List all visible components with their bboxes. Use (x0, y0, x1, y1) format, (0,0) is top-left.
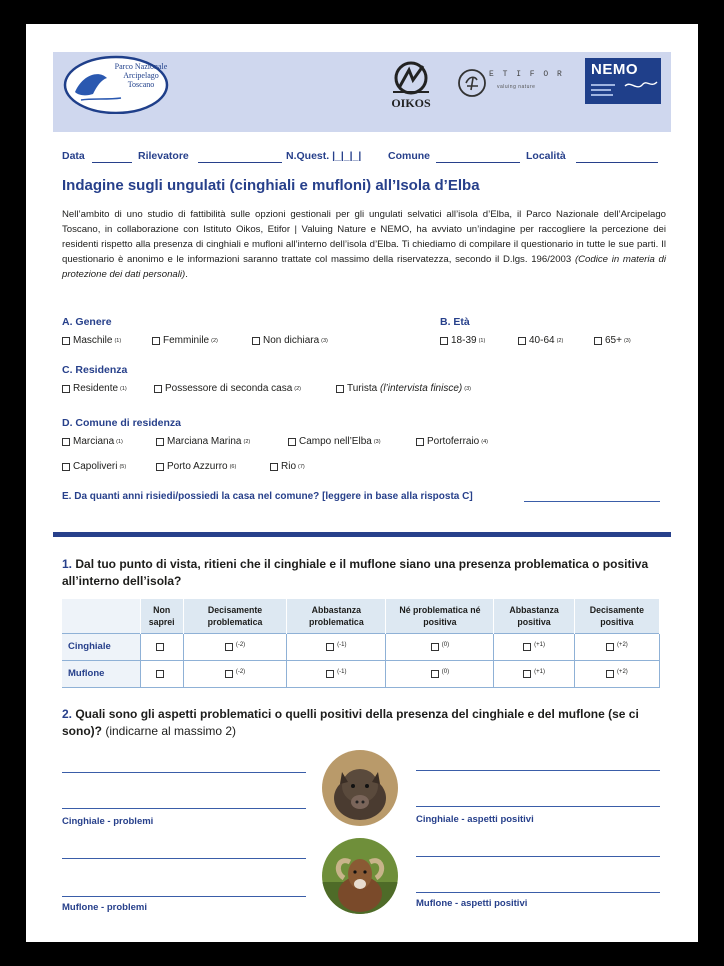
etifor-tagline: valuing nature (497, 84, 536, 90)
nemo-logo (585, 58, 661, 104)
option-label: Possessore di seconda casa (165, 383, 293, 394)
option-label: Rio (281, 461, 297, 472)
score-code: (+1) (534, 668, 545, 675)
option-code: (4) (481, 438, 488, 445)
checkbox[interactable] (416, 438, 424, 446)
checkbox[interactable] (152, 337, 160, 345)
option-label: Portoferraio (427, 436, 480, 447)
field-localita-label: Località (526, 150, 566, 162)
col-header: Decisamente problematica (183, 599, 286, 633)
col-header: Decisamente positiva (574, 599, 659, 633)
question-2-number: 2. (62, 707, 73, 721)
label-muflone-positivi: Muflone - aspetti positivi (416, 898, 528, 909)
option-label: Porto Azzurro (167, 461, 228, 472)
col-header: Non saprei (140, 599, 183, 633)
checkbox[interactable] (62, 438, 70, 446)
intro-paragraph (62, 207, 666, 282)
mouflon-icon (322, 838, 398, 914)
option-label: Marciana Marina (167, 436, 242, 447)
option-code: (1) (116, 438, 123, 445)
table-header-row (62, 599, 660, 633)
question-1-table (62, 599, 660, 688)
checkbox[interactable] (326, 670, 334, 678)
etifor-logo (457, 66, 569, 102)
checkbox[interactable] (288, 438, 296, 446)
option-marciana-marina[interactable] (156, 436, 250, 447)
label-cinghiale-problemi: Cinghiale - problemi (62, 816, 154, 827)
cell-score[interactable] (574, 660, 659, 687)
nemo-wave-icon (585, 58, 661, 104)
table-row (62, 633, 660, 660)
question-1-text: Dal tuo punto di vista, ritieni che il cinghiale e il muflone siano una presenza problematica o positiva all’interno dell’isola? (62, 557, 649, 588)
option-seconda-casa[interactable] (154, 383, 301, 394)
col-header: Abbastanza positiva (494, 599, 574, 633)
checkbox[interactable] (62, 337, 70, 345)
header-logo-band (53, 52, 671, 132)
table-corner (62, 599, 140, 633)
option-40-64[interactable] (518, 335, 563, 346)
checkbox[interactable] (225, 670, 233, 678)
option-femminile[interactable] (152, 335, 218, 346)
section-e-answer-line[interactable] (524, 501, 660, 502)
checkbox[interactable] (252, 337, 260, 345)
option-code: (3) (464, 385, 471, 392)
intro-text: Nell’ambito di uno studio di fattibilità sulle opzioni gestionali per gli ungulati selvatici all’isola d’Elba, il Parco Nazionale dell’Arcipelago Toscano, in collaborazione con Istituto Oikos, Etifor | Valuing Nature e NEMO, ha avviato un’indagine per raccogliere la percezione dei residenti rispetto alla presenza di cinghiali e mufloni all’interno dell’isola d’Elba. Ti chiediamo di compilare il questionario in tutte le sue parti. Il questionario è anonimo e le informazioni saranno trattate col massimo della riservatezza, secondo il D.lgs. 196/2003 (62, 209, 666, 265)
option-marciana[interactable] (62, 436, 123, 447)
checkbox[interactable] (225, 643, 233, 651)
label-muflone-problemi: Muflone - problemi (62, 902, 147, 913)
option-code: (1) (120, 385, 127, 392)
section-divider (53, 532, 671, 537)
option-label: 65+ (605, 335, 622, 346)
option-code: (2) (243, 438, 251, 445)
label-cinghiale-positivi: Cinghiale - aspetti positivi (416, 814, 534, 825)
checkbox[interactable] (606, 670, 614, 678)
cell-score[interactable] (386, 660, 494, 687)
oikos-logo (379, 58, 443, 112)
cell-non-saprei[interactable] (140, 660, 183, 687)
section-b-title: B. Età (440, 316, 470, 328)
option-turista[interactable] (336, 383, 471, 394)
option-label: Non dichiara (263, 335, 320, 346)
field-comune-input[interactable] (436, 162, 520, 163)
score-code: (0) (441, 641, 450, 648)
etifor-circle-icon (457, 68, 487, 98)
checkbox[interactable] (156, 438, 164, 446)
option-non-dichiara[interactable] (252, 335, 328, 346)
field-data-label: Data (62, 150, 85, 162)
checkbox[interactable] (523, 670, 531, 678)
answer-line-cinghiale-positivi-1[interactable] (416, 770, 660, 771)
checkbox[interactable] (156, 670, 164, 678)
section-d-title: D. Comune di residenza (62, 417, 182, 429)
checkbox[interactable] (154, 385, 162, 393)
option-code: (6) (229, 463, 237, 470)
question-1-title (62, 556, 662, 590)
option-porto-azzurro[interactable] (156, 461, 236, 472)
option-code: (3) (623, 337, 631, 344)
option-label: Turista (347, 383, 378, 394)
question-2-title (62, 706, 662, 740)
col-header: Né problematica né positiva (386, 599, 494, 633)
field-data-input[interactable] (92, 162, 132, 163)
option-note: (l’intervista finisce) (379, 383, 463, 394)
questionnaire-page (26, 24, 698, 942)
option-residente[interactable] (62, 383, 127, 394)
parco-logo-text: Parco Nazionale Arcipelago Toscano (114, 62, 168, 89)
cell-score[interactable] (183, 633, 286, 660)
option-code: (3) (373, 438, 381, 445)
option-label: Capoliveri (73, 461, 118, 472)
option-portoferraio[interactable] (416, 436, 488, 447)
score-code: (+2) (616, 668, 628, 675)
score-code: (+2) (616, 641, 628, 648)
checkbox[interactable] (156, 643, 164, 651)
checkbox[interactable] (62, 463, 70, 471)
question-2-hint: (indicarne al massimo 2) (102, 724, 237, 738)
wild-boar-icon (322, 750, 398, 826)
answer-line-cinghiale-problemi-2[interactable] (62, 808, 306, 809)
parco-nazionale-logo (63, 54, 169, 114)
option-label: Femminile (163, 335, 210, 346)
intro-note: (Codice in materia di protezione dei dati personali) (62, 254, 667, 280)
oikos-logo-text: OIKOS (391, 96, 431, 110)
cell-score[interactable] (386, 633, 494, 660)
etifor-logo-text: E T I F O R (489, 70, 564, 79)
answer-line-muflone-problemi-2[interactable] (62, 896, 306, 897)
row-header-cinghiale: Cinghiale (62, 633, 140, 660)
score-code: (-1) (337, 668, 347, 675)
option-label: Campo nell’Elba (299, 436, 372, 447)
question-1-number: 1. (62, 557, 73, 571)
field-nquest-label[interactable]: N.Quest. |_|_|_| (286, 150, 362, 162)
col-header: Abbastanza problematica (287, 599, 386, 633)
checkbox[interactable] (606, 643, 614, 651)
answer-line-muflone-positivi-2[interactable] (416, 892, 660, 893)
section-e-title: E. Da quanti anni risiedi/possiedi la casa nel comune? [leggere in base alla risposta C] (62, 491, 473, 502)
option-label: Maschile (73, 335, 113, 346)
checkbox[interactable] (440, 337, 448, 345)
answer-line-cinghiale-problemi-1[interactable] (62, 772, 306, 773)
checkbox[interactable] (518, 337, 526, 345)
option-code: (7) (298, 463, 305, 470)
wild-boar-photo (322, 750, 398, 826)
option-label: Marciana (73, 436, 115, 447)
checkbox[interactable] (326, 643, 334, 651)
checkbox[interactable] (156, 463, 164, 471)
option-code: (2) (556, 337, 564, 344)
score-code: (-2) (235, 641, 246, 648)
checkbox[interactable] (594, 337, 602, 345)
field-localita-input[interactable] (576, 162, 658, 163)
field-comune-label: Comune (388, 150, 430, 162)
option-code: (5) (119, 463, 127, 470)
option-code: (2) (211, 337, 218, 344)
option-label: Residente (73, 383, 119, 394)
checkbox[interactable] (431, 670, 439, 678)
checkbox[interactable] (431, 643, 439, 651)
checkbox[interactable] (270, 463, 278, 471)
field-rilevatore-label: Rilevatore (138, 150, 189, 162)
score-code: (-2) (235, 668, 246, 675)
oikos-antelope-icon (379, 58, 443, 98)
cell-score[interactable] (494, 660, 574, 687)
mouflon-photo (322, 838, 398, 914)
option-maschile[interactable] (62, 335, 121, 346)
question-2-text: Quali sono gli aspetti problematici o quelli positivi della presenza del cinghiale e del muflone (se ci sono)? (62, 707, 639, 738)
score-code: (+1) (534, 641, 545, 648)
option-code: (1) (478, 337, 486, 344)
cell-score[interactable] (287, 633, 386, 660)
option-code: (2) (294, 385, 302, 392)
section-c-title: C. Residenza (62, 364, 128, 376)
answer-line-cinghiale-positivi-2[interactable] (416, 806, 660, 807)
checkbox[interactable] (62, 385, 70, 393)
nemo-logo-text: NEMO (591, 61, 638, 78)
option-campo-nell-elba[interactable] (288, 436, 381, 447)
survey-title: Indagine sugli ungulati (cinghiali e mufloni) all’Isola d’Elba (62, 177, 480, 194)
option-code: (3) (321, 337, 328, 344)
score-code: (0) (441, 668, 450, 675)
intro-end: . (185, 269, 188, 280)
option-rio[interactable] (270, 461, 305, 472)
option-18-39[interactable] (440, 335, 485, 346)
option-label: 18-39 (451, 335, 477, 346)
checkbox[interactable] (523, 643, 531, 651)
table-row (62, 660, 660, 687)
option-label: 40-64 (529, 335, 555, 346)
cell-non-saprei[interactable] (140, 633, 183, 660)
row-header-muflone: Muflone (62, 660, 140, 687)
checkbox[interactable] (336, 385, 344, 393)
answer-line-muflone-positivi-1[interactable] (416, 856, 660, 857)
survey-fields-row (62, 150, 672, 166)
cell-score[interactable] (287, 660, 386, 687)
cell-score[interactable] (574, 633, 659, 660)
score-code: (-1) (337, 641, 347, 648)
cell-score[interactable] (183, 660, 286, 687)
option-capoliveri[interactable] (62, 461, 126, 472)
section-a-title: A. Genere (62, 316, 112, 328)
answer-line-muflone-problemi-1[interactable] (62, 858, 306, 859)
option-65-plus[interactable] (594, 335, 631, 346)
option-code: (1) (114, 337, 122, 344)
cell-score[interactable] (494, 633, 574, 660)
field-rilevatore-input[interactable] (198, 162, 282, 163)
